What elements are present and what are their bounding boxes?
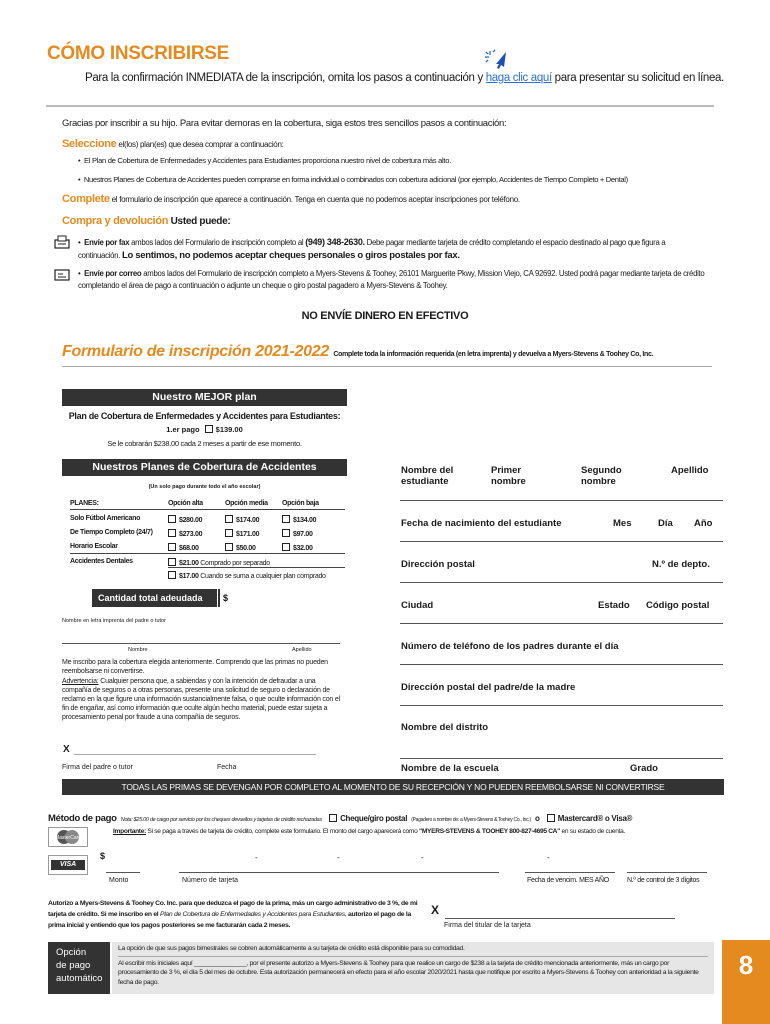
price: $171.00 (236, 531, 260, 538)
student-name-label: Nombre del estudiante (401, 465, 454, 487)
card-number-line[interactable] (179, 872, 499, 873)
step3 (62, 215, 230, 227)
price: $174.00 (236, 517, 260, 524)
authorize-italic: Plan de Cobertura de Enfermedades y Accidentes para Estudiantes, (159, 911, 347, 918)
online-enroll-link[interactable]: haga clic aquí (485, 72, 552, 84)
price: $280.00 (179, 517, 203, 524)
price: $134.00 (293, 517, 317, 524)
dob-day-label: Día (658, 518, 673, 529)
warning-text: Cualquier persona que, a sabiendas y con la intención de defraudar a una compañía de seguros o a otras personas, presente una solicitud de seguro o declaración de reclamo en la que figure una información sustancialmente falsa, o que oculte información con el fin de engañar, así como información que oculte algún hecho material, puede estar sujeta a procesamiento penal por fraude a una compañía de seguros. (62, 678, 340, 721)
cardholder-x: X (431, 903, 440, 917)
step1-bullet-1: • El Plan de Cobertura de Enfermedades y Accidentes para Estudiantes proporciona nuestro nivel de cobertura más alto. (78, 156, 451, 165)
amount-line[interactable] (106, 872, 140, 873)
parent-address-label: Dirección postal del padre/de la madre (401, 682, 576, 693)
cardholder-label: Firma del titular de la tarjeta (444, 922, 531, 929)
mail-instructions: • Envíe por correo ambos lados del Formulario de inscripción completo a Myers-Stevens & Toohey, 26101 Marguerite Pkwy, Mission Viejo, CA 92692. Usted podrá pagar mediante tarjeta de crédito completando el área de pago a continuación o adjunte un cheque o giro postal pagadero a Myers-Stevens & Toohey. (78, 269, 705, 290)
autopay-label-box (48, 942, 110, 994)
refund-policy-bar (62, 779, 724, 795)
visa-logo (48, 855, 88, 875)
dental-checkbox[interactable] (168, 571, 176, 579)
first-payment-label: 1.er pago (166, 425, 200, 434)
bullet-text: El Plan de Cobertura de Enfermedades y Accidentes para Estudiantes proporciona nuestro nivel de cobertura más alto. (83, 156, 451, 165)
price: $97.00 (293, 531, 313, 538)
fax-text: ambos lados del Formulario de inscripción completo al (131, 238, 304, 247)
option-checkbox[interactable] (282, 529, 290, 537)
autopay-text-2: Al escribir mis iniciales aquí _______________, por el presente autorizo a Myers-Stevens & Toohey para que realice un cargo de $238 a la tarjeta de crédito mencionada anteriormente, más un cargo por procesamiento de 3 %, el día 5 del mes de octubre. Esta autorización permanecerá en efecto para el año escolar 2020/2021 hasta que notifique por escrito a Myers-Stevens & Toohey con anterioridad a la siguiente fecha de pago. (118, 959, 699, 986)
price: $17.00 (179, 573, 199, 580)
warning-label: Advertencia: (62, 678, 99, 685)
mail-icon (54, 268, 70, 282)
form-title-divider (62, 366, 712, 367)
parent-phone-label: Número de teléfono de los padres durante el día (401, 641, 619, 652)
option-checkbox[interactable] (168, 515, 176, 523)
visa-text: VISA (51, 860, 85, 870)
subtitle-pre: Para la confirmación INMEDIATA de la inscripción, omita los pasos a continuación y (85, 72, 483, 84)
guardian-signature-label: Firma del padre o tutor (62, 764, 133, 771)
plan-name: Solo Fútbol Americano (70, 515, 141, 522)
cvv-line[interactable] (627, 872, 707, 873)
apt-label: N.º de depto. (652, 559, 710, 570)
fax-instructions: • Envíe por fax ambos lados del Formulario de inscripción completo al (949) 348-2630. Debe pagar mediante tarjeta de crédito completando el espacio destinado al pago que figura a continuación. Lo sentimos, no podemos aceptar cheques personales o giros postales por fax. (78, 237, 666, 261)
total-amount-field[interactable] (220, 589, 342, 607)
col-media: Opción media (225, 500, 268, 507)
guardian-date-label: Fecha (217, 764, 237, 771)
dental-checkbox[interactable] (168, 558, 176, 566)
fax-icon (54, 235, 70, 249)
important-quote: "MYERS-STEVENS & TOOHEY 800-827-4695 CA" (419, 828, 560, 835)
price: $21.00 (179, 560, 199, 567)
student-first-label: Primer nombre (491, 465, 526, 487)
step2-text: el formulario de inscripción que aparece a continuación. Tenga en cuenta que no podemos aceptar inscripciones por teléfono. (111, 195, 520, 204)
guardian-warning (62, 677, 344, 722)
guardian-signature-line[interactable] (74, 754, 316, 755)
autopay-label-3: automático (56, 973, 103, 984)
district-line[interactable] (400, 758, 723, 759)
student-second-label: Segundo nombre (581, 465, 622, 487)
page-number-badge (722, 940, 770, 1024)
autopay-label-2: de pago (56, 960, 91, 971)
intro-text: Gracias por inscribir a su hijo. Para evitar demoras en la cobertura, siga estos tres sencillos pasos a continuación: (62, 118, 507, 129)
step1-text: el(los) plan(es) que desea comprar a continuación: (118, 140, 284, 149)
price: $68.00 (179, 545, 199, 552)
amount-label: Monto (109, 877, 129, 884)
price: $32.00 (293, 545, 313, 552)
page-title: CÓMO INSCRIBIRSE (47, 43, 230, 64)
bullet-text: Nuestros Planes de Cobertura de Accidentes pueden comprarse en forma individual o combinados con cobertura adicional (por ejemplo, Accidentes de Tiempo Completo + Dental) (83, 175, 628, 184)
check-note: (Pagadero a nombre de: a Myers-Stevens & Toohey Co., Inc.) (411, 817, 531, 823)
card-checkbox[interactable] (547, 814, 555, 822)
accident-plans-bar (62, 459, 347, 476)
plan-name: Horario Escolar (70, 543, 118, 550)
authorization-text (48, 898, 428, 931)
important-note (113, 828, 625, 835)
card-label: Mastercard® o Visa® (557, 814, 633, 823)
important-label: Importante: (113, 828, 146, 835)
fax-warning: Lo sentimos, no podemos aceptar cheques personales o giros postales por fax. (121, 250, 460, 261)
col-alta: Opción alta (168, 500, 203, 507)
option-checkbox[interactable] (225, 515, 233, 523)
no-cash-notice: NO ENVÍE DINERO EN EFECTIVO (301, 310, 469, 322)
check-label: Cheque/giro postal (340, 814, 408, 823)
important-end: en su estado de cuenta. (561, 828, 626, 835)
payment-method-note: Nota: $25.00 de cargo por servicio por los cheques devueltos y tarjetas de crédito rechazadas (120, 817, 322, 823)
authorize-text: Autorizo a Myers-Stevens & Toohey Co. Inc. para que deduzca el pago de la prima, más un cargo administrativo de 3 %, de mi tarjeta de crédito. Si me inscribo en el (48, 900, 418, 918)
option-checkbox[interactable] (282, 515, 290, 523)
best-plan-bar (62, 389, 347, 406)
cvv-label: N.º de control de 3 dígitos (627, 877, 700, 884)
cardholder-signature-line[interactable] (445, 918, 675, 919)
option-checkbox[interactable] (168, 543, 176, 551)
mastercard-text: MasterCard (54, 835, 82, 841)
dob-year-label: Año (694, 518, 713, 529)
dob-line[interactable] (400, 541, 723, 542)
student-last-label: Apellido (671, 465, 709, 476)
col-plans: PLANES: (70, 500, 99, 507)
header-subtitle (85, 72, 724, 84)
guardian-last-label: Apellido (292, 647, 312, 653)
col-baja: Opción baja (282, 500, 319, 507)
best-plan-note: Se le cobrarán $238.00 cada 2 meses a partir de ese momento. (107, 439, 302, 448)
mail-text: ambos lados del Formulario de inscripción completo a Myers-Stevens & Toohey, 26101 Marguerite Pkwy, Mission Viejo, CA 92692. Usted podrá pagar mediante tarjeta de crédito completando el área de pago a continuación o adjunte un cheque o giro postal pagadero a Myers-Stevens & Toohey. (78, 269, 705, 290)
student-name-line[interactable] (400, 500, 723, 501)
accident-plans-bar-text: Nuestros Planes de Cobertura de Accidentes (92, 461, 317, 473)
payment-method-label: Método de pago (48, 813, 117, 824)
option-checkbox[interactable] (225, 543, 233, 551)
page-number: 8 (738, 950, 754, 980)
total-due (92, 589, 342, 607)
amount-dollar: $ (100, 851, 106, 861)
step1-heading: Seleccione (62, 138, 117, 150)
expiry-label: Fecha de vencim. MES AÑO (527, 877, 609, 884)
card-number-label: Número de tarjeta (182, 877, 239, 884)
best-plan-title: Plan de Cobertura de Enfermedades y Accidentes para Estudiantes: (68, 411, 341, 421)
option-checkbox[interactable] (168, 529, 176, 537)
fax-text2: Debe pagar mediante tarjeta de crédito completando el espacio destinado al pago que figura a continuación. (78, 238, 666, 260)
plan-name: Accidentes Dentales (70, 558, 133, 565)
form-title-row (62, 343, 653, 361)
step2-heading: Complete (62, 193, 110, 205)
authorize-end: autorizo el pago de la prima inicial y entiendo que los pagos posteriores se me facturarán cada 2 meses. (48, 911, 411, 929)
school-label: Nombre de la escuela (401, 763, 499, 774)
important-text: Si se paga a través de tarjeta de crédito, complete este formulario. El monto del cargo aparecerá como (147, 828, 418, 835)
subtitle-post: para presentar su solicitud en línea. (554, 72, 724, 84)
state-label: Estado (598, 600, 630, 611)
guardian-x: X (63, 744, 70, 755)
option-checkbox[interactable] (282, 543, 290, 551)
best-plan-bar-text: Nuestro MEJOR plan (152, 391, 257, 403)
autopay-content (112, 942, 714, 994)
zip-label: Código postal (646, 600, 710, 611)
best-plan-checkbox[interactable] (205, 425, 213, 433)
price: $273.00 (179, 531, 203, 538)
city-label: Ciudad (401, 600, 434, 611)
mail-bold: Envíe por correo (84, 269, 142, 278)
plan-name: De Tiempo Completo (24/7) (70, 529, 153, 536)
guardian-agree-text: Me inscribo para la cobertura elegida anteriormente. Comprendo que las primas no pueden reembolsarse ni convertirse. (62, 659, 328, 675)
step1 (62, 138, 284, 150)
header-divider (46, 105, 714, 107)
address-line[interactable] (400, 582, 723, 583)
check-checkbox[interactable] (329, 814, 337, 822)
option-checkbox[interactable] (225, 529, 233, 537)
step2 (62, 193, 520, 205)
click-cursor-icon (484, 48, 510, 70)
district-label: Nombre del distrito (401, 722, 489, 733)
accident-plans-note: (Un solo pago durante todo el año escolar) (148, 484, 261, 490)
price: $50.00 (236, 545, 256, 552)
parent-phone-line[interactable] (400, 664, 723, 665)
mastercard-logo (48, 827, 88, 847)
refund-policy-text: TODAS LAS PRIMAS SE DEVENGAN POR COMPLETO AL MOMENTO DE SU RECEPCIÓN Y NO PUEDEN REEMBOLSARSE NI CONVERTIRSE (121, 782, 665, 792)
payment-method-row (48, 808, 632, 826)
expiry-line[interactable] (525, 872, 615, 873)
address-label: Dirección postal (401, 559, 475, 570)
grade-label: Grado (630, 763, 658, 774)
guardian-name-line[interactable] (62, 643, 340, 644)
dental-text: Comprado por separado (200, 560, 270, 567)
dental-text: Cuando se suma a cualquier plan comprado (200, 573, 326, 580)
form-title: Formulario de inscripción 2021-2022 (62, 343, 329, 360)
fax-number: (949) 348-2630. (305, 237, 365, 247)
guardian-first-label: Nombre (128, 647, 148, 653)
form-instructions: Complete toda la información requerida (en letra imprenta) y devuelva a Myers-Stevens & Toohey Co, Inc. (333, 351, 654, 358)
step3-heading-suffix: Usted puede: (170, 216, 231, 227)
city-line[interactable] (400, 623, 723, 624)
dob-label: Fecha de nacimiento del estudiante (401, 518, 562, 529)
first-payment-value: $139.00 (215, 425, 243, 434)
dob-month-label: Mes (613, 518, 632, 529)
autopay-text-1: La opción de que sus pagos bimestrales se cobren automáticamente a su tarjeta de crédito está disponible para su comodidad. (118, 945, 465, 952)
step3-heading: Compra y devolución (62, 215, 169, 227)
best-plan-payment (62, 425, 347, 434)
parent-address-line[interactable] (400, 705, 723, 706)
total-label: Cantidad total adeudada (98, 593, 203, 603)
step1-bullet-2: • Nuestros Planes de Cobertura de Accidentes pueden comprarse en forma individual o combinados con cobertura adicional (por ejemplo, Accidentes de Tiempo Completo + Dental) (78, 175, 628, 184)
guardian-label: Nombre en letra imprenta del padre o tutor (62, 618, 166, 624)
fax-bold: Envíe por fax (84, 238, 130, 247)
total-symbol: $ (223, 593, 229, 603)
autopay-label-1: Opción (56, 947, 87, 958)
or-text: o (534, 814, 540, 823)
